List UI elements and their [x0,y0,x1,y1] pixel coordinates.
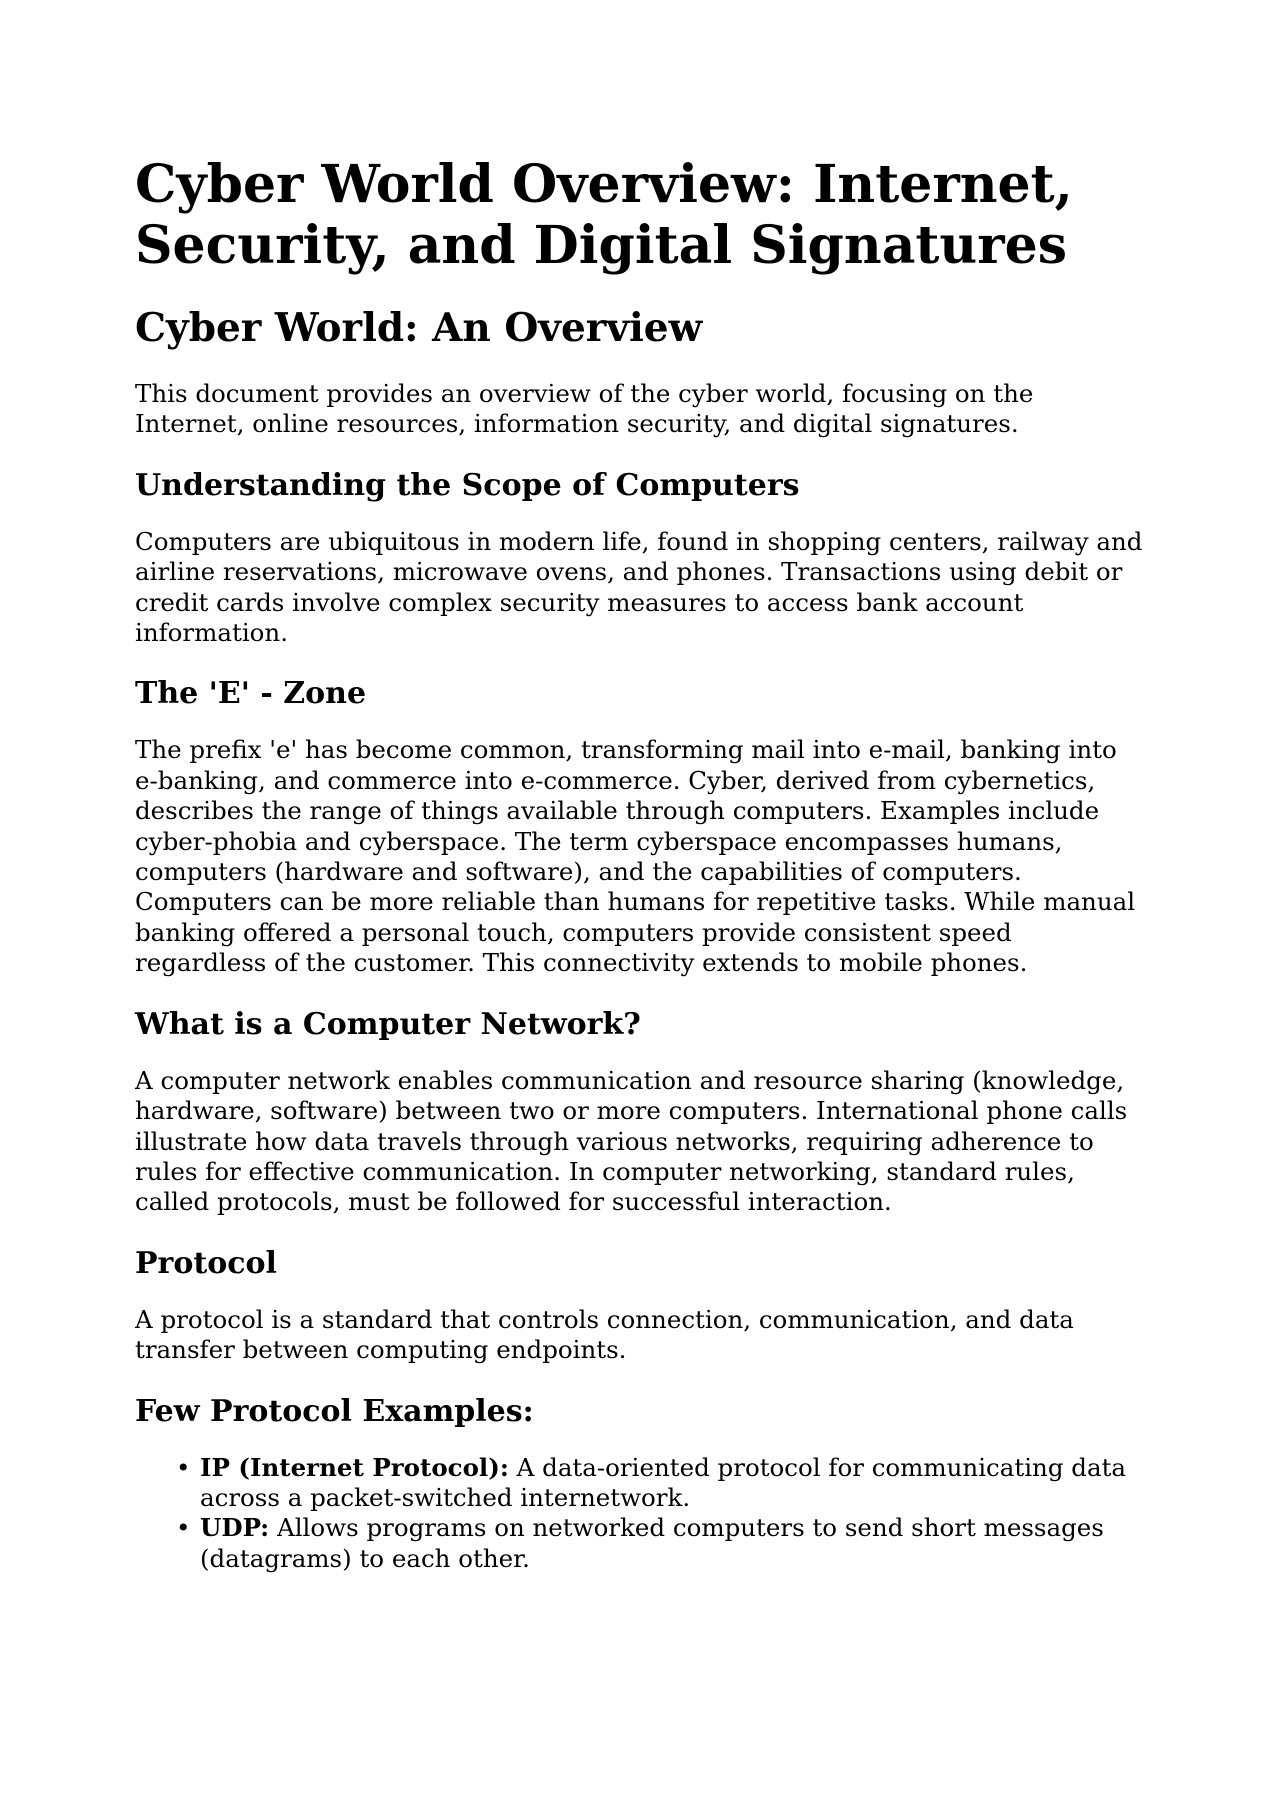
list-item-description: A data-oriented protocol for communicating data across a packet-switched internetwork. [200,1452,1127,1512]
intro-paragraph: This document provides an overview of the cyber world, focusing on the Internet, online resources, information security, and digital signatures. [135,379,1034,439]
paragraph-computer-network: A computer network enables communication and resource sharing (knowledge, hardware, software) between two or more computers. International phone calls illustrate how data travels through various networks, requiring adherence to rules for effective communication. In computer networking, standard rules, called protocols, must be followed for successful interaction. [135,1065,1128,1217]
protocol-examples-list [135,1453,1145,1575]
bullet-icon: • [176,1452,191,1482]
bullet-icon: • [176,1513,191,1543]
heading-protocol: Protocol [135,1245,277,1281]
paragraph-protocol: A protocol is a standard that controls connection, communication, and data transfer between computing endpoints. [135,1304,1074,1365]
heading-scope-of-computers: Understanding the Scope of Computers [135,467,800,503]
list-item-term: UDP: [200,1513,270,1543]
paragraph-scope-of-computers: Computers are ubiquitous in modern life, found in shopping centers, railway and airline reservations, microwave ovens, and phones. Transactions using debit or credit cards involve complex security measures to access bank account information. [135,526,1143,648]
heading-computer-network: What is a Computer Network? [135,1006,641,1042]
list-item [176,1452,1145,1514]
document-title: Cyber World Overview: Internet, Security, and Digital Signatures [135,154,1073,276]
document-page [135,154,1145,1574]
heading-protocol-examples: Few Protocol Examples: [135,1393,534,1429]
heading-e-zone: The 'E' - Zone [135,676,367,712]
list-item [176,1513,1145,1574]
list-item-term: IP (Internet Protocol): [200,1452,509,1482]
paragraph-e-zone: The prefix 'e' has become common, transforming mail into e-mail, banking into e-banking, and commerce into e-commerce. Cyber, derived from cybernetics, describes the range of things available through computers. Examples include cyber-phobia and cyberspace. The term cyberspace encompasses humans, computers (hardware and software), and the capabilities of computers. Computers can be more reliable than humans for repetitive tasks. While manual banking offered a personal touch, computers provide consistent speed regardless of the customer. This connectivity extends to mobile phones. [135,735,1136,978]
section-title: Cyber World: An Overview [135,305,703,351]
list-item-description: Allows programs on networked computers to send short messages (datagrams) to each other. [200,1513,1104,1573]
